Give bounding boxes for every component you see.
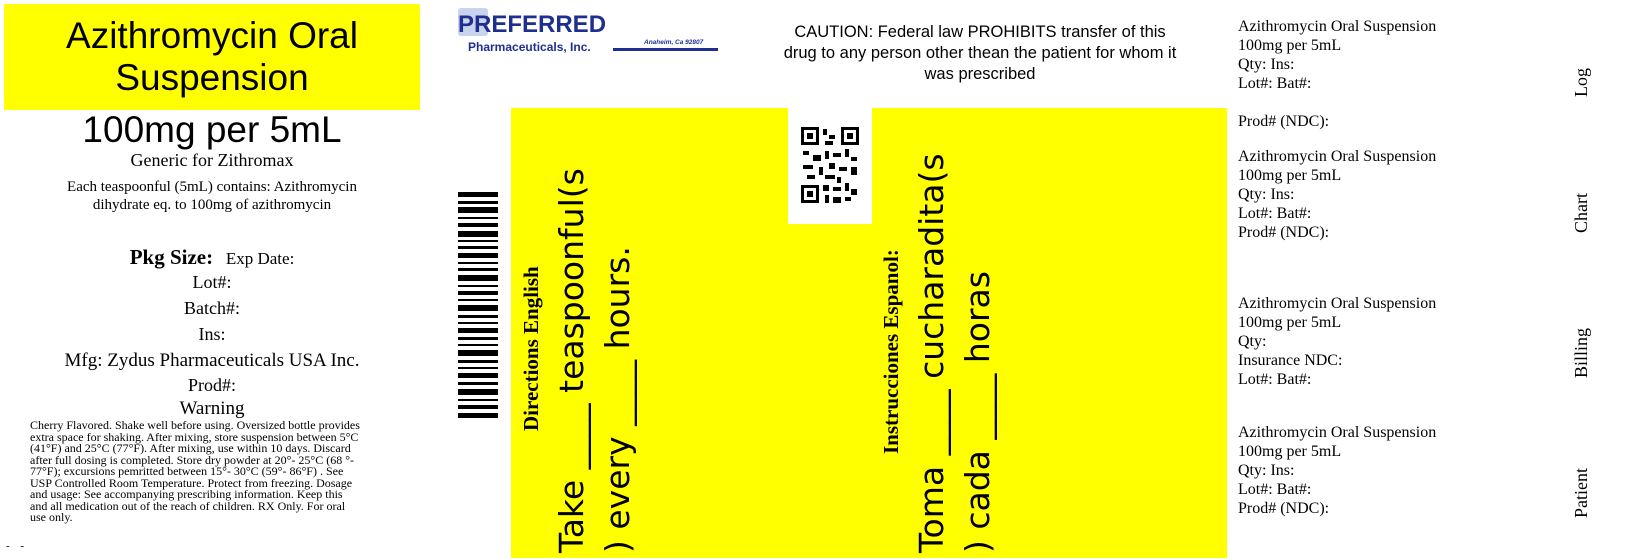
lot-label: Lot#: — [192, 272, 232, 292]
logo-underline — [613, 48, 718, 51]
warning-text: Cherry Flavored. Shake well before using. Oversized bottle provides extra space for shaking. After mixing, store suspension between 5°C (41°F) and 25°C (77°F). After mixing, use within 10 days. Discard after full dosing is completed. Store dry powder at 20°- 25°C (68 °- 77°F); excursions pemritted between 15°- 30°C (59°- 86°F) . See USP Controlled Room Temperature. Protect from freezing. Dosage and usage: See accompanying prescribing information. Keep this and all medication out of the reach of children. RX Only. For oral use only. — [30, 418, 360, 524]
log-line: Lot#: Bat#: — [1238, 75, 1312, 92]
barcode-icon — [458, 192, 498, 422]
patient-line: 100mg per 5mL — [1238, 443, 1342, 460]
log-line: Azithromycin Oral Suspension — [1238, 18, 1437, 35]
warning-heading: Warning — [179, 398, 245, 419]
patient-label: Patient — [1571, 468, 1591, 518]
exp-date-label: Exp Date: — [225, 249, 295, 268]
english-directions-line1: Take ____ teaspoonful(s — [552, 168, 591, 553]
batch-label: Batch#: — [184, 298, 240, 318]
log-line: Qty: Ins: — [1238, 56, 1295, 73]
logo-subtitle: Pharmaceuticals, Inc. — [468, 40, 591, 54]
billing-section — [1238, 294, 1436, 389]
prod-label: Prod#: — [187, 375, 236, 395]
log-section — [1238, 17, 1436, 131]
english-directions-heading: Directions English — [519, 266, 543, 431]
generic-name: Generic for Zithromax — [130, 150, 294, 170]
chart-line: Azithromycin Oral Suspension — [1238, 148, 1437, 165]
product-strength: 100mg per 5mL — [82, 109, 342, 150]
chart-line: Qty: Ins: — [1238, 186, 1295, 203]
chart-line: Prod# (NDC): — [1238, 224, 1330, 241]
pkg-size-label: Pkg Size: — [129, 245, 214, 269]
manufacturer: Mfg: Zydus Pharmaceuticals USA Inc. — [64, 350, 360, 371]
billing-line: Azithromycin Oral Suspension — [1238, 295, 1437, 312]
log-line: 100mg per 5mL — [1238, 37, 1342, 54]
log-line — [1238, 93, 1436, 112]
billing-line: Qty: — [1238, 333, 1267, 350]
logo-graphic — [458, 8, 718, 58]
pkg-size-row — [4, 245, 420, 270]
log-label: Log — [1571, 68, 1591, 97]
dashes: - - — [6, 540, 29, 552]
patient-line: Lot#: Bat#: — [1238, 481, 1312, 498]
company-logo — [458, 8, 718, 58]
spanish-directions-line2: ) cada ____ horas — [958, 271, 997, 553]
product-title: Azithromycin Oral Suspension — [66, 15, 358, 98]
patient-line: Prod# (NDC): — [1238, 500, 1330, 517]
spanish-directions-line1: Toma ____ cucharadita(s — [912, 153, 951, 553]
billing-line: Lot#: Bat#: — [1238, 371, 1312, 388]
spanish-directions-heading: Instrucciones Espanol: — [879, 249, 903, 454]
qr-code-box — [788, 108, 872, 224]
billing-line: Insurance NDC: — [1238, 352, 1343, 369]
billing-line: 100mg per 5mL — [1238, 314, 1342, 331]
billing-label: Billing — [1571, 327, 1591, 378]
patient-line: Qty: Ins: — [1238, 462, 1295, 479]
log-line: Prod# (NDC): — [1238, 113, 1330, 130]
caution-statement: CAUTION: Federal law PROHIBITS transfer of this drug to any person other thean the patient for whom it was prescribed — [783, 23, 1177, 83]
ingredient-statement: Each teaspoonful (5mL) contains: Azithromycin dihydrate eq. to 100mg of azithromycin — [67, 179, 357, 213]
logo-location: Anaheim, Ca 92807 — [644, 39, 704, 46]
product-title-box — [4, 4, 420, 110]
chart-section — [1238, 147, 1436, 242]
patient-section — [1238, 423, 1436, 518]
chart-line: Lot#: Bat#: — [1238, 205, 1312, 222]
qr-code-icon — [801, 127, 859, 207]
chart-label: Chart — [1571, 193, 1591, 233]
ins-label: Ins: — [198, 324, 226, 344]
english-directions-line2: ) every ____ hours. — [598, 246, 637, 553]
logo-name: PREFERRED — [458, 11, 607, 38]
patient-line: Azithromycin Oral Suspension — [1238, 424, 1437, 441]
chart-line: 100mg per 5mL — [1238, 167, 1342, 184]
